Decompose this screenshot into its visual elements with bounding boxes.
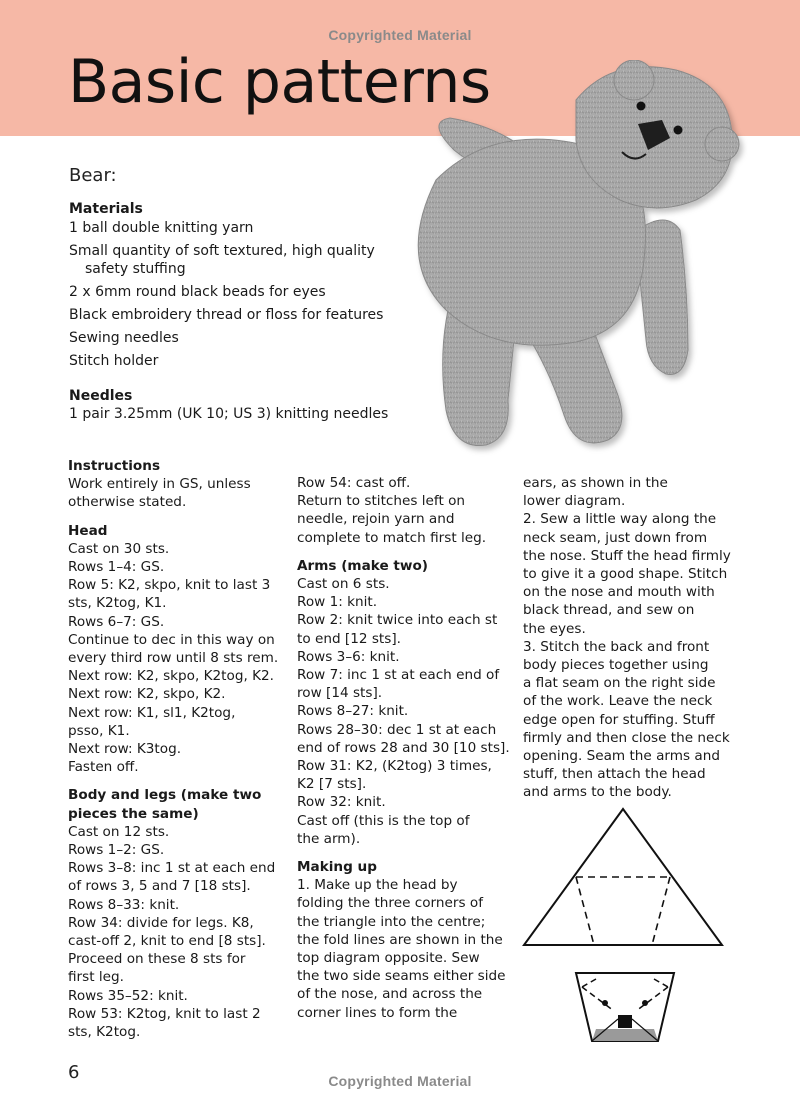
instruction-line: Row 7: inc 1 st at each end of bbox=[297, 667, 500, 684]
materials-heading: Materials bbox=[69, 201, 143, 217]
instruction-line: 2. Sew a little way along the bbox=[523, 511, 717, 528]
instruction-line: of the work. Leave the neck bbox=[523, 693, 713, 710]
instruction-line: Row 34: divide for legs. K8, bbox=[68, 914, 254, 931]
knitted-bear-photo bbox=[376, 60, 748, 460]
instruction-line: Rows 3–8: inc 1 st at each end bbox=[68, 860, 276, 877]
instruction-line: folding the three corners of bbox=[297, 895, 483, 912]
instruction-heading: Body and legs (make two bbox=[68, 787, 262, 804]
instructions-column-1 bbox=[68, 457, 278, 1041]
instruction-line: lower diagram. bbox=[523, 493, 626, 510]
instruction-line: to end [12 sts]. bbox=[297, 630, 401, 647]
instruction-line: first leg. bbox=[68, 969, 124, 986]
instruction-line: sts, K2tog. bbox=[68, 1024, 141, 1041]
instruction-line: otherwise stated. bbox=[68, 494, 187, 511]
instruction-line: Rows 28–30: dec 1 st at each bbox=[297, 721, 497, 738]
instructions-column-2 bbox=[297, 474, 509, 1022]
needles-heading: Needles bbox=[69, 388, 133, 404]
instruction-line: Row 1: knit. bbox=[297, 594, 378, 611]
instruction-line: corner lines to form the bbox=[297, 1004, 458, 1021]
materials-item bbox=[69, 306, 389, 324]
materials-item-text: 1 ball double knitting yarn bbox=[69, 220, 254, 236]
instruction-heading: pieces the same) bbox=[68, 805, 199, 822]
instruction-line: Row 54: cast off. bbox=[297, 475, 411, 491]
instruction-line: Cast on 30 sts. bbox=[68, 540, 170, 557]
materials-item-text: Small quantity of soft textured, high quality bbox=[69, 243, 375, 259]
instruction-line: 1. Make up the head by bbox=[297, 877, 458, 894]
needles-section bbox=[69, 387, 389, 423]
instruction-line: cast-off 2, knit to end [8 sts]. bbox=[68, 933, 266, 950]
instruction-line: Cast on 12 sts. bbox=[68, 823, 170, 840]
instruction-line: ears, as shown in the bbox=[523, 475, 668, 491]
instruction-line: Rows 3–6: knit. bbox=[297, 648, 400, 665]
materials-item-text: safety stuffing bbox=[85, 261, 186, 277]
instructions-column-3 bbox=[523, 474, 731, 802]
instruction-heading: Head bbox=[68, 522, 108, 539]
instruction-line: the triangle into the centre; bbox=[297, 913, 486, 930]
instruction-line: Rows 1–4: GS. bbox=[68, 559, 165, 576]
instruction-heading: Instructions bbox=[68, 458, 161, 474]
instruction-line: Rows 8–27: knit. bbox=[297, 703, 409, 720]
instruction-line: row [14 sts]. bbox=[297, 685, 383, 702]
instruction-line: sts, K2tog, K1. bbox=[68, 595, 167, 612]
instruction-line: Next row: K1, sl1, K2tog, bbox=[68, 704, 236, 721]
instruction-line: Row 32: knit. bbox=[297, 794, 386, 811]
instruction-line: of the nose, and across the bbox=[297, 986, 483, 1003]
instruction-line: every third row until 8 sts rem. bbox=[68, 650, 279, 667]
instruction-line: black thread, and sew on bbox=[523, 602, 695, 619]
instruction-line: 3. Stitch the back and front bbox=[523, 638, 710, 655]
materials-item-text: Sewing needles bbox=[69, 330, 179, 346]
page-number: 6 bbox=[68, 1062, 80, 1083]
materials-list bbox=[69, 200, 389, 375]
materials-item bbox=[69, 283, 389, 301]
instruction-line: to give it a good shape. Stitch bbox=[523, 566, 728, 583]
head-assembly-diagram bbox=[574, 967, 676, 1047]
instruction-line: needle, rejoin yarn and bbox=[297, 511, 455, 528]
instruction-line: Next row: K2, skpo, K2tog, K2. bbox=[68, 668, 274, 685]
copyright-notice-bottom: Copyrighted Material bbox=[328, 1073, 472, 1089]
instruction-line: opening. Seam the arms and bbox=[523, 748, 721, 765]
instruction-line: Next row: K3tog. bbox=[68, 741, 182, 758]
instruction-line: psso, K1. bbox=[68, 722, 130, 739]
materials-item bbox=[69, 242, 389, 278]
instruction-line: Next row: K2, skpo, K2. bbox=[68, 686, 226, 703]
instruction-line: the two side seams either side bbox=[297, 968, 506, 985]
instruction-line: Work entirely in GS, unless bbox=[68, 476, 251, 493]
instruction-line: the nose. Stuff the head firmly bbox=[523, 547, 731, 564]
materials-item-text: Stitch holder bbox=[69, 353, 159, 369]
instruction-line: and arms to the body. bbox=[523, 784, 672, 801]
instruction-line: Row 31: K2, (K2tog) 3 times, bbox=[297, 758, 492, 775]
instruction-heading: Arms (make two) bbox=[297, 557, 428, 574]
head-folding-diagram bbox=[520, 805, 726, 949]
needles-text: 1 pair 3.25mm (UK 10; US 3) knitting needles bbox=[69, 406, 389, 422]
instruction-line: Row 5: K2, skpo, knit to last 3 bbox=[68, 577, 271, 594]
instruction-line: complete to match first leg. bbox=[297, 529, 487, 546]
instruction-line: the arm). bbox=[297, 830, 361, 847]
copyright-notice-top: Copyrighted Material bbox=[328, 27, 472, 43]
instruction-line: Rows 35–52: knit. bbox=[68, 987, 188, 1004]
instruction-line: end of rows 28 and 30 [10 sts]. bbox=[297, 739, 510, 756]
instruction-line: Fasten off. bbox=[68, 759, 139, 776]
instruction-heading: Making up bbox=[297, 859, 377, 876]
materials-item bbox=[69, 329, 389, 347]
materials-item-text: 2 x 6mm round black beads for eyes bbox=[69, 284, 326, 300]
pattern-section-title: Bear: bbox=[69, 165, 117, 186]
instruction-line: Proceed on these 8 sts for bbox=[68, 951, 246, 968]
instruction-line: Return to stitches left on bbox=[297, 493, 466, 510]
instruction-line: neck seam, just down from bbox=[523, 529, 708, 546]
instruction-line: the fold lines are shown in the bbox=[297, 931, 503, 948]
instruction-line: body pieces together using bbox=[523, 657, 709, 674]
materials-item bbox=[69, 219, 389, 237]
instruction-line: on the nose and mouth with bbox=[523, 584, 715, 601]
instruction-line: a flat seam on the right side bbox=[523, 675, 716, 692]
instruction-line: K2 [7 sts]. bbox=[297, 776, 367, 793]
instruction-line: Row 53: K2tog, knit to last 2 bbox=[68, 1005, 261, 1022]
instruction-line: top diagram opposite. Sew bbox=[297, 950, 480, 967]
instruction-line: edge open for stuffing. Stuff bbox=[523, 711, 715, 728]
instruction-line: of rows 3, 5 and 7 [18 sts]. bbox=[68, 878, 251, 895]
instruction-line: Cast on 6 sts. bbox=[297, 576, 390, 593]
instruction-line: the eyes. bbox=[523, 620, 586, 637]
instruction-line: Rows 1–2: GS. bbox=[68, 842, 165, 859]
instruction-line: Row 2: knit twice into each st bbox=[297, 612, 498, 629]
instruction-line: Cast off (this is the top of bbox=[297, 812, 470, 829]
instruction-line: Rows 8–33: knit. bbox=[68, 896, 180, 913]
instruction-line: Continue to dec in this way on bbox=[68, 631, 275, 648]
instruction-line: firmly and then close the neck bbox=[523, 729, 730, 746]
materials-item-text: Black embroidery thread or floss for features bbox=[69, 307, 384, 323]
instruction-line: stuff, then attach the head bbox=[523, 766, 706, 783]
instruction-line: Rows 6–7: GS. bbox=[68, 613, 165, 630]
page-title: Basic patterns bbox=[68, 47, 491, 117]
materials-item bbox=[69, 352, 389, 370]
